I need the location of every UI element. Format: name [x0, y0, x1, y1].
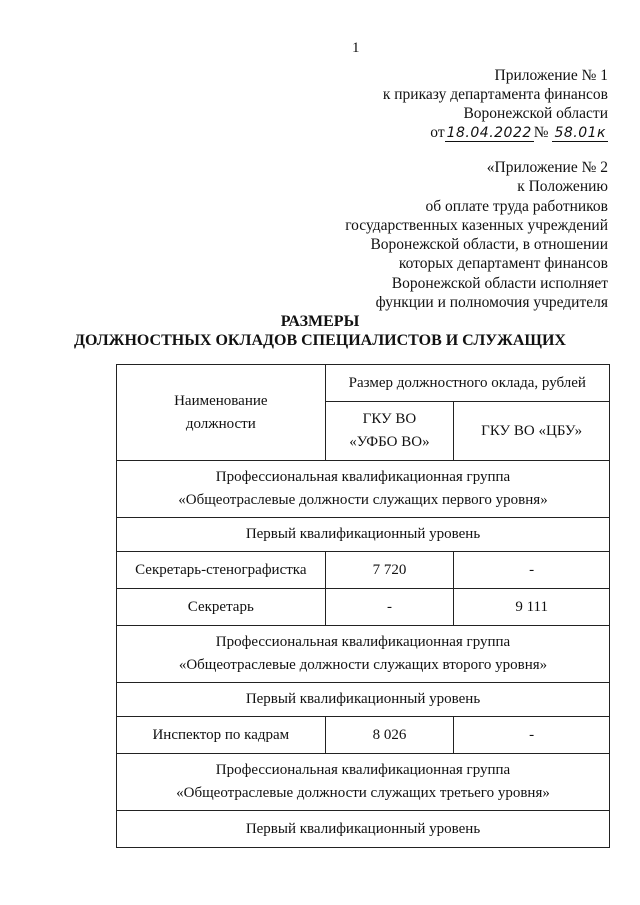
table-header-row	[117, 365, 610, 402]
header-salary-size: Размер должностного оклада, рублей	[325, 365, 609, 402]
level-cell: Первый квалификационный уровень	[117, 811, 610, 848]
appendix-2-line: об оплате труда работников	[425, 197, 608, 215]
header-name-line-2: должности	[185, 415, 256, 432]
level-cell: Первый квалификационный уровень	[117, 518, 610, 552]
order-number-prefix: №	[533, 124, 549, 141]
appendix-1-order-ref: к приказу департамента финансов	[382, 86, 608, 103]
salary-ufbo-cell: 8 026	[325, 717, 454, 754]
appendix-1-block	[383, 66, 608, 143]
table-row-group	[117, 626, 610, 683]
group-line-2: «Общеотраслевые должности служащих второго уровня»	[178, 657, 548, 673]
document-title	[0, 312, 640, 350]
group-line-1: Профессиональная квалификационная группа	[215, 469, 511, 485]
header-name-line-1: Наименование	[174, 392, 268, 409]
header-col-ufbo-line-2: «УФБО ВО»	[349, 434, 430, 450]
appendix-2-line: функции и полномочия учредителя	[375, 294, 608, 312]
salary-cbu-cell: 9 111	[454, 589, 610, 626]
table-row-group	[117, 461, 610, 518]
table-row-group	[117, 754, 610, 811]
group-cell	[117, 754, 610, 811]
table-row	[117, 717, 610, 754]
level-cell: Первый квалификационный уровень	[117, 683, 610, 717]
salary-ufbo-cell: 7 720	[325, 552, 454, 589]
position-name-cell: Секретарь-стенографистка	[117, 552, 326, 589]
salary-cbu-cell: -	[454, 552, 610, 589]
appendix-1-region: Воронежской области	[463, 105, 608, 122]
group-line-1: Профессиональная квалификационная группа	[215, 762, 511, 778]
order-date-prefix: от	[430, 124, 445, 141]
page-number: 1	[352, 40, 360, 56]
order-date-handwritten: 18.04.2022	[446, 125, 532, 141]
group-cell	[117, 461, 610, 518]
group-line-2: «Общеотраслевые должности служащих первого уровня»	[178, 492, 548, 508]
title-line-1: РАЗМЕРЫ	[280, 313, 360, 330]
group-line-2: «Общеотраслевые должности служащих третьего уровня»	[176, 785, 550, 801]
position-name-cell: Инспектор по кадрам	[117, 717, 326, 754]
header-col-ufbo	[325, 402, 454, 461]
appendix-2-line: «Приложение № 2	[486, 159, 608, 176]
appendix-2-line: Воронежской области, в отношении	[370, 236, 608, 254]
header-col-cbu: ГКУ ВО «ЦБУ»	[454, 402, 610, 461]
salary-table	[116, 364, 610, 848]
salary-ufbo-cell: -	[325, 589, 454, 626]
order-number-handwritten: 58.01к	[554, 125, 606, 141]
table-row-level	[117, 811, 610, 848]
appendix-2-line: к Положению	[517, 178, 608, 196]
order-date-number	[383, 123, 608, 143]
title-line-2: ДОЛЖНОСТНЫХ ОКЛАДОВ СПЕЦИАЛИСТОВ И СЛУЖАЩИХ	[74, 332, 566, 349]
table-row	[117, 552, 610, 589]
position-name-cell: Секретарь	[117, 589, 326, 626]
appendix-2-line: государственных казенных учреждений	[345, 216, 608, 234]
table-row-level	[117, 683, 610, 717]
table-row-level	[117, 518, 610, 552]
appendix-2-line: которых департамент финансов	[398, 255, 608, 273]
appendix-1-title: Приложение № 1	[494, 67, 608, 84]
salary-cbu-cell: -	[454, 717, 610, 754]
group-line-1: Профессиональная квалификационная группа	[215, 634, 511, 650]
group-cell	[117, 626, 610, 683]
appendix-2-block	[345, 158, 608, 312]
header-col-ufbo-line-1: ГКУ ВО	[362, 411, 417, 427]
appendix-2-line: Воронежской области исполняет	[391, 274, 608, 292]
header-position-name	[117, 365, 326, 461]
table-row	[117, 589, 610, 626]
